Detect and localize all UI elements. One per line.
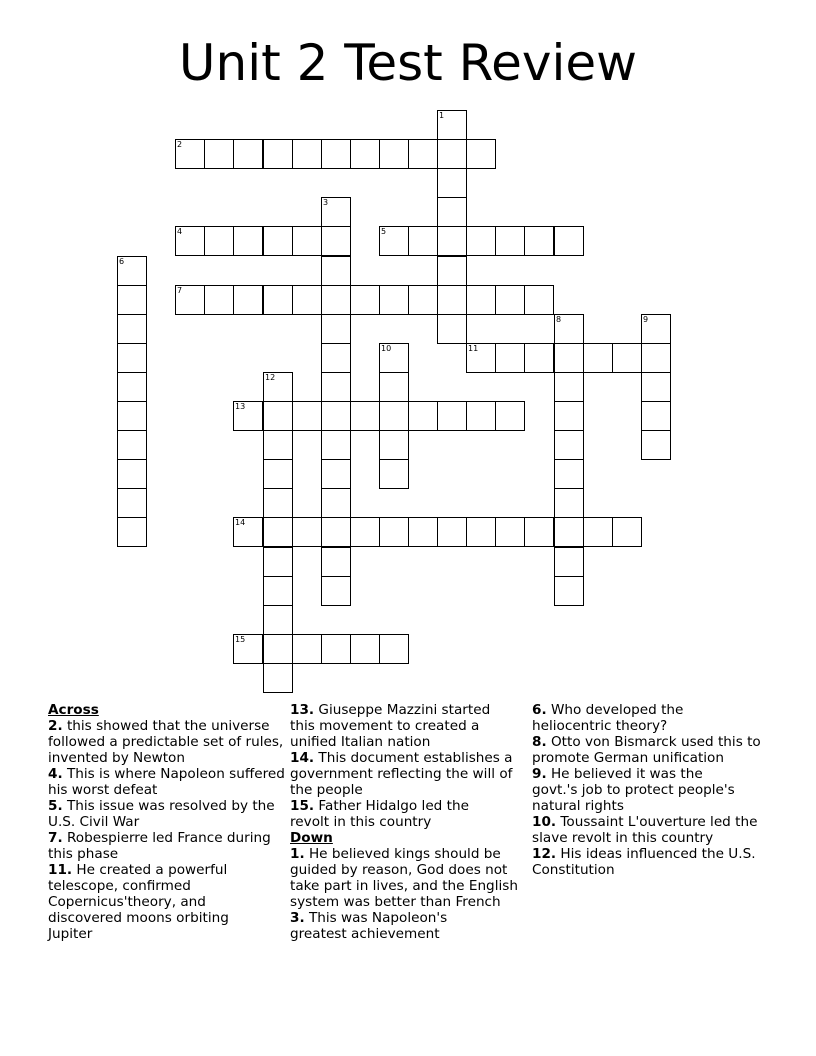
- clues-column-3: [532, 702, 768, 878]
- grid-cell[interactable]: [292, 139, 322, 169]
- grid-cell[interactable]: [524, 517, 554, 547]
- grid-cell[interactable]: [379, 517, 409, 547]
- grid-cell[interactable]: [117, 372, 147, 402]
- grid-cell[interactable]: [612, 343, 642, 373]
- grid-cell[interactable]: [117, 285, 147, 315]
- grid-cell[interactable]: [263, 226, 293, 256]
- grid-cell[interactable]: [117, 488, 147, 518]
- grid-cell[interactable]: [554, 372, 584, 402]
- clue-number: 6: [119, 257, 125, 266]
- grid-cell[interactable]: [437, 517, 467, 547]
- grid-cell[interactable]: [554, 517, 584, 547]
- grid-cell[interactable]: [437, 139, 467, 169]
- clue-number: 10: [381, 344, 392, 353]
- grid-cell[interactable]: [292, 401, 322, 431]
- grid-cell[interactable]: [321, 226, 351, 256]
- clue-down-1: 1. He believed kings should be guided by reason, God does not take part in lives, and the English system was better than French: [290, 846, 518, 910]
- grid-cell[interactable]: [437, 285, 467, 315]
- page-title: Unit 2 Test Review: [178, 34, 638, 92]
- grid-cell[interactable]: [321, 634, 351, 664]
- grid-cell[interactable]: [204, 285, 234, 315]
- grid-cell[interactable]: [321, 576, 351, 606]
- clue-across-15: 15. Father Hidalgo led the revolt in this country: [290, 798, 469, 830]
- grid-cell[interactable]: [233, 285, 263, 315]
- grid-cell[interactable]: [554, 576, 584, 606]
- grid-cell[interactable]: [495, 343, 525, 373]
- clue-across-5: 5. This issue was resolved by the U.S. Civil War: [48, 798, 275, 830]
- clue-number: 5: [381, 227, 387, 236]
- grid-cell[interactable]: [263, 139, 293, 169]
- grid-cell[interactable]: [437, 226, 467, 256]
- clue-across-11: 11. He created a powerful telescope, confirmed Copernicus'theory, and discovered moons orbiting Jupiter: [48, 862, 229, 942]
- clue-number: 15: [235, 635, 246, 644]
- grid-cell[interactable]: [117, 430, 147, 460]
- grid-cell[interactable]: [466, 517, 496, 547]
- grid-cell[interactable]: [263, 634, 293, 664]
- grid-cell[interactable]: [437, 168, 467, 198]
- grid-cell[interactable]: [292, 285, 322, 315]
- grid-cell[interactable]: [583, 343, 613, 373]
- grid-cell[interactable]: [350, 401, 380, 431]
- grid-cell[interactable]: [263, 285, 293, 315]
- grid-cell[interactable]: [321, 314, 351, 344]
- grid-cell[interactable]: [350, 517, 380, 547]
- grid-cell[interactable]: [641, 372, 671, 402]
- grid-cell[interactable]: [263, 488, 293, 518]
- grid-cell[interactable]: [321, 256, 351, 286]
- grid-cell[interactable]: [233, 226, 263, 256]
- across-heading: Across: [48, 702, 99, 718]
- grid-cell[interactable]: [554, 459, 584, 489]
- grid-cell[interactable]: [321, 285, 351, 315]
- grid-cell[interactable]: [554, 430, 584, 460]
- grid-cell[interactable]: [641, 401, 671, 431]
- grid-cell[interactable]: [321, 430, 351, 460]
- clue-number: 14: [235, 518, 246, 527]
- clue-number: 4: [177, 227, 183, 236]
- grid-cell[interactable]: [321, 517, 351, 547]
- grid-cell[interactable]: [321, 401, 351, 431]
- grid-cell[interactable]: [263, 459, 293, 489]
- clue-down-9: 9. He believed it was the govt.'s job to protect people's natural rights: [532, 766, 735, 814]
- grid-cell[interactable]: [466, 226, 496, 256]
- clue-across-14: 14. This document establishes a government reflecting the will of the people: [290, 750, 513, 798]
- grid-cell[interactable]: [554, 226, 584, 256]
- grid-cell[interactable]: [408, 285, 438, 315]
- grid-cell[interactable]: [117, 401, 147, 431]
- clue-number: 12: [265, 373, 276, 382]
- grid-cell[interactable]: [321, 343, 351, 373]
- grid-cell[interactable]: [554, 343, 584, 373]
- grid-cell[interactable]: [641, 430, 671, 460]
- grid-cell[interactable]: [204, 139, 234, 169]
- clue-number: 9: [643, 315, 649, 324]
- grid-cell[interactable]: [204, 226, 234, 256]
- grid-cell[interactable]: [350, 139, 380, 169]
- grid-cell[interactable]: [379, 285, 409, 315]
- clue-number: 3: [323, 198, 329, 207]
- grid-cell[interactable]: [524, 285, 554, 315]
- grid-cell[interactable]: [554, 401, 584, 431]
- clue-number: 13: [235, 402, 246, 411]
- grid-cell[interactable]: [292, 517, 322, 547]
- grid-cell[interactable]: [379, 372, 409, 402]
- clue-down-12: 12. His ideas influenced the U.S. Constitution: [532, 846, 756, 878]
- clue-number: 1: [439, 111, 445, 120]
- grid-cell[interactable]: [437, 256, 467, 286]
- grid-cell[interactable]: [321, 488, 351, 518]
- grid-cell[interactable]: [437, 314, 467, 344]
- clue-across-2: 2. this showed that the universe followed a predictable set of rules, invented by Newton: [48, 718, 284, 766]
- grid-cell[interactable]: [263, 430, 293, 460]
- grid-cell[interactable]: [379, 634, 409, 664]
- grid-cell[interactable]: [321, 372, 351, 402]
- grid-cell[interactable]: [495, 226, 525, 256]
- grid-cell[interactable]: [554, 488, 584, 518]
- grid-cell[interactable]: [554, 547, 584, 577]
- grid-cell[interactable]: [117, 314, 147, 344]
- clues-column-2: [290, 702, 526, 942]
- grid-cell[interactable]: [583, 517, 613, 547]
- grid-cell[interactable]: [292, 226, 322, 256]
- grid-cell[interactable]: [263, 576, 293, 606]
- grid-cell[interactable]: [350, 285, 380, 315]
- grid-cell[interactable]: [117, 343, 147, 373]
- grid-cell[interactable]: [379, 401, 409, 431]
- clue-down-6: 6. Who developed the heliocentric theory?: [532, 702, 684, 734]
- grid-cell[interactable]: [263, 547, 293, 577]
- grid-cell[interactable]: [350, 634, 380, 664]
- clue-across-4: 4. This is where Napoleon suffered his worst defeat: [48, 766, 285, 798]
- grid-cell[interactable]: [263, 401, 293, 431]
- grid-cell[interactable]: [117, 517, 147, 547]
- clues-column-1: [48, 702, 288, 942]
- grid-cell[interactable]: [408, 139, 438, 169]
- grid-cell[interactable]: [263, 663, 293, 693]
- grid-cell[interactable]: [495, 285, 525, 315]
- clue-number: 2: [177, 140, 183, 149]
- grid-cell[interactable]: [641, 343, 671, 373]
- grid-cell[interactable]: [117, 459, 147, 489]
- grid-cell[interactable]: [408, 226, 438, 256]
- grid-cell[interactable]: [524, 343, 554, 373]
- grid-cell[interactable]: [437, 197, 467, 227]
- grid-cell[interactable]: [379, 139, 409, 169]
- grid-cell[interactable]: [321, 139, 351, 169]
- grid-cell[interactable]: [466, 139, 496, 169]
- grid-cell[interactable]: [233, 139, 263, 169]
- grid-cell[interactable]: [466, 401, 496, 431]
- grid-cell[interactable]: [263, 517, 293, 547]
- grid-cell[interactable]: [292, 634, 322, 664]
- grid-cell[interactable]: [612, 517, 642, 547]
- clue-down-3: 3. This was Napoleon's greatest achievement: [290, 910, 448, 942]
- grid-cell[interactable]: [321, 459, 351, 489]
- grid-cell[interactable]: [466, 285, 496, 315]
- grid-cell[interactable]: [263, 605, 293, 635]
- clue-down-10: 10. Toussaint L'ouverture led the slave revolt in this country: [532, 814, 758, 846]
- down-heading: Down: [290, 830, 333, 846]
- grid-cell[interactable]: [379, 430, 409, 460]
- clue-across-7: 7. Robespierre led France during this phase: [48, 830, 271, 862]
- grid-cell[interactable]: [379, 459, 409, 489]
- grid-cell[interactable]: [321, 547, 351, 577]
- clue-across-13: 13. Giuseppe Mazzini started this movement to created a unified Italian nation: [290, 702, 491, 750]
- grid-cell[interactable]: [495, 401, 525, 431]
- grid-cell[interactable]: [408, 517, 438, 547]
- grid-cell[interactable]: [524, 226, 554, 256]
- clue-number: 11: [468, 344, 479, 353]
- grid-cell[interactable]: [495, 517, 525, 547]
- clue-number: 8: [556, 315, 562, 324]
- grid-cell[interactable]: [437, 401, 467, 431]
- grid-cell[interactable]: [408, 401, 438, 431]
- clue-down-8: 8. Otto von Bismarck used this to promote German unification: [532, 734, 761, 766]
- clue-number: 7: [177, 286, 183, 295]
